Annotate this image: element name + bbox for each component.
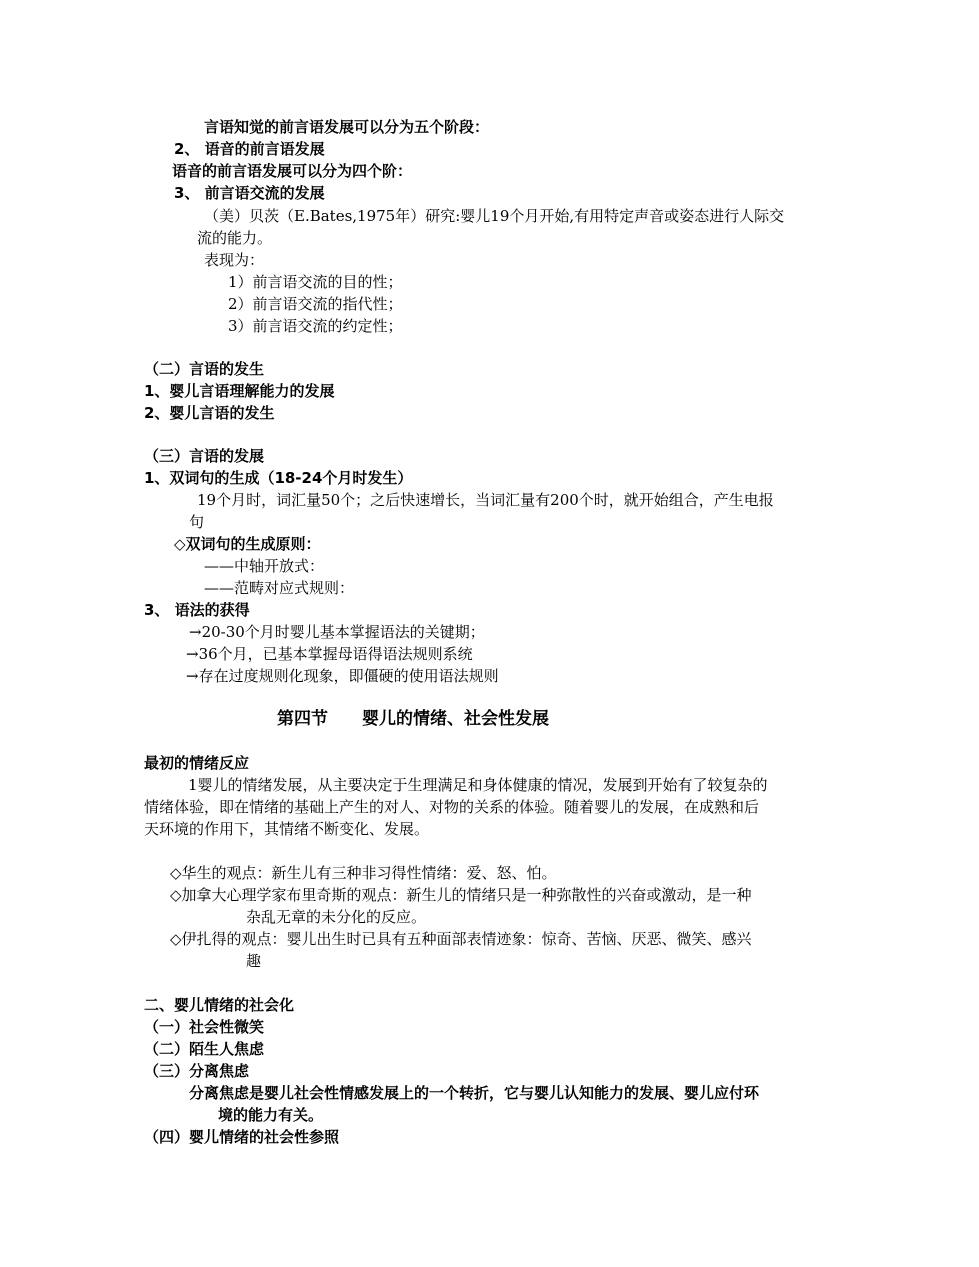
- grammar-point: →36个月，已基本掌握母语得语法规则系统: [186, 645, 473, 663]
- emergence-item-2: 2、婴儿言语的发生: [144, 404, 275, 422]
- watson-view: ◇华生的观点：新生儿有三种非习得性情绪：爱、怒、怕。: [170, 864, 557, 882]
- grammar-heading: 3、 语法的获得: [144, 601, 250, 619]
- paragraph-line: 天环境的作用下，其情绪不断变化、发展。: [144, 820, 430, 838]
- manifest-item: 3）前言语交流的约定性；: [228, 317, 403, 335]
- two-word-text-1: 19个月时，词汇量50个；之后快速增长，当词汇量有200个时，就开始组合，产生电报: [197, 491, 774, 509]
- social-smile-heading: （一）社会性微笑: [144, 1018, 265, 1036]
- development-heading: （三）言语的发展: [144, 447, 265, 465]
- social-referencing-heading: （四）婴儿情绪的社会性参照: [144, 1128, 340, 1146]
- manifest-item: 1）前言语交流的目的性；: [228, 273, 403, 291]
- initial-emotion-heading: 最初的情绪反应: [144, 754, 250, 772]
- paragraph-line: 情绪体验，即在情绪的基础上产生的对人、对物的关系的体验。随着婴儿的发展，在成熟和后: [144, 798, 760, 816]
- separation-anxiety-heading: （三）分离焦虑: [144, 1062, 250, 1080]
- separation-anxiety-text-2: 境的能力有关。: [218, 1106, 324, 1124]
- bates-line-1: （美）贝茨（E.Bates,1975年）研究:婴儿19个月开始,有用特定声音或姿态进行人际交: [204, 207, 785, 225]
- izard-view-2: 趣: [246, 952, 262, 970]
- grammar-point: →20-30个月时婴儿基本掌握语法的关键期；: [189, 623, 485, 641]
- bridges-view-2: 杂乱无章的未分化的反应。: [246, 908, 427, 926]
- socialization-heading: 二、婴儿情绪的社会化: [144, 996, 295, 1014]
- item2-text: 语音的前言语发展可以分为四个阶：: [172, 162, 413, 180]
- two-word-text-2: 句: [189, 513, 205, 531]
- bridges-view-1: ◇加拿大心理学家布里奇斯的观点：新生儿的情绪只是一种弥散性的兴奋或激动，是一种: [170, 886, 752, 904]
- paragraph-line: 1婴儿的情绪发展，从主要决定于生理满足和身体健康的情况，发展到开始有了较复杂的: [188, 776, 768, 794]
- manifest-label: 表现为：: [204, 251, 265, 269]
- principle-heading: ◇双词句的生成原则：: [174, 535, 321, 553]
- principle-item: ——范畴对应式规则：: [204, 579, 355, 597]
- emergence-heading: （二）言语的发生: [144, 360, 265, 378]
- perception-line: 言语知觉的前言语发展可以分为五个阶段：: [204, 118, 490, 136]
- section-title: 第四节 婴儿的情绪、社会性发展: [277, 709, 549, 729]
- principle-item: ——中轴开放式：: [204, 557, 325, 575]
- izard-view-1: ◇伊扎得的观点：婴儿出生时已具有五种面部表情迹象：惊奇、苦恼、厌恶、微笑、感兴: [170, 930, 752, 948]
- bates-line-2: 流的能力。: [197, 229, 273, 247]
- separation-anxiety-text-1: 分离焦虑是婴儿社会性情感发展上的一个转折，它与婴儿认知能力的发展、婴儿应付环: [189, 1084, 760, 1102]
- manifest-item: 2）前言语交流的指代性；: [228, 295, 403, 313]
- stranger-anxiety-heading: （二）陌生人焦虑: [144, 1040, 265, 1058]
- item3-heading: 3、 前言语交流的发展: [174, 184, 325, 202]
- emergence-item-1: 1、婴儿言语理解能力的发展: [144, 382, 335, 400]
- two-word-heading: 1、双词句的生成（18-24个月时发生）: [144, 469, 413, 487]
- item2-heading: 2、 语音的前言语发展: [174, 140, 325, 158]
- grammar-point: →存在过度规则化现象，即僵硬的使用语法规则: [186, 667, 499, 685]
